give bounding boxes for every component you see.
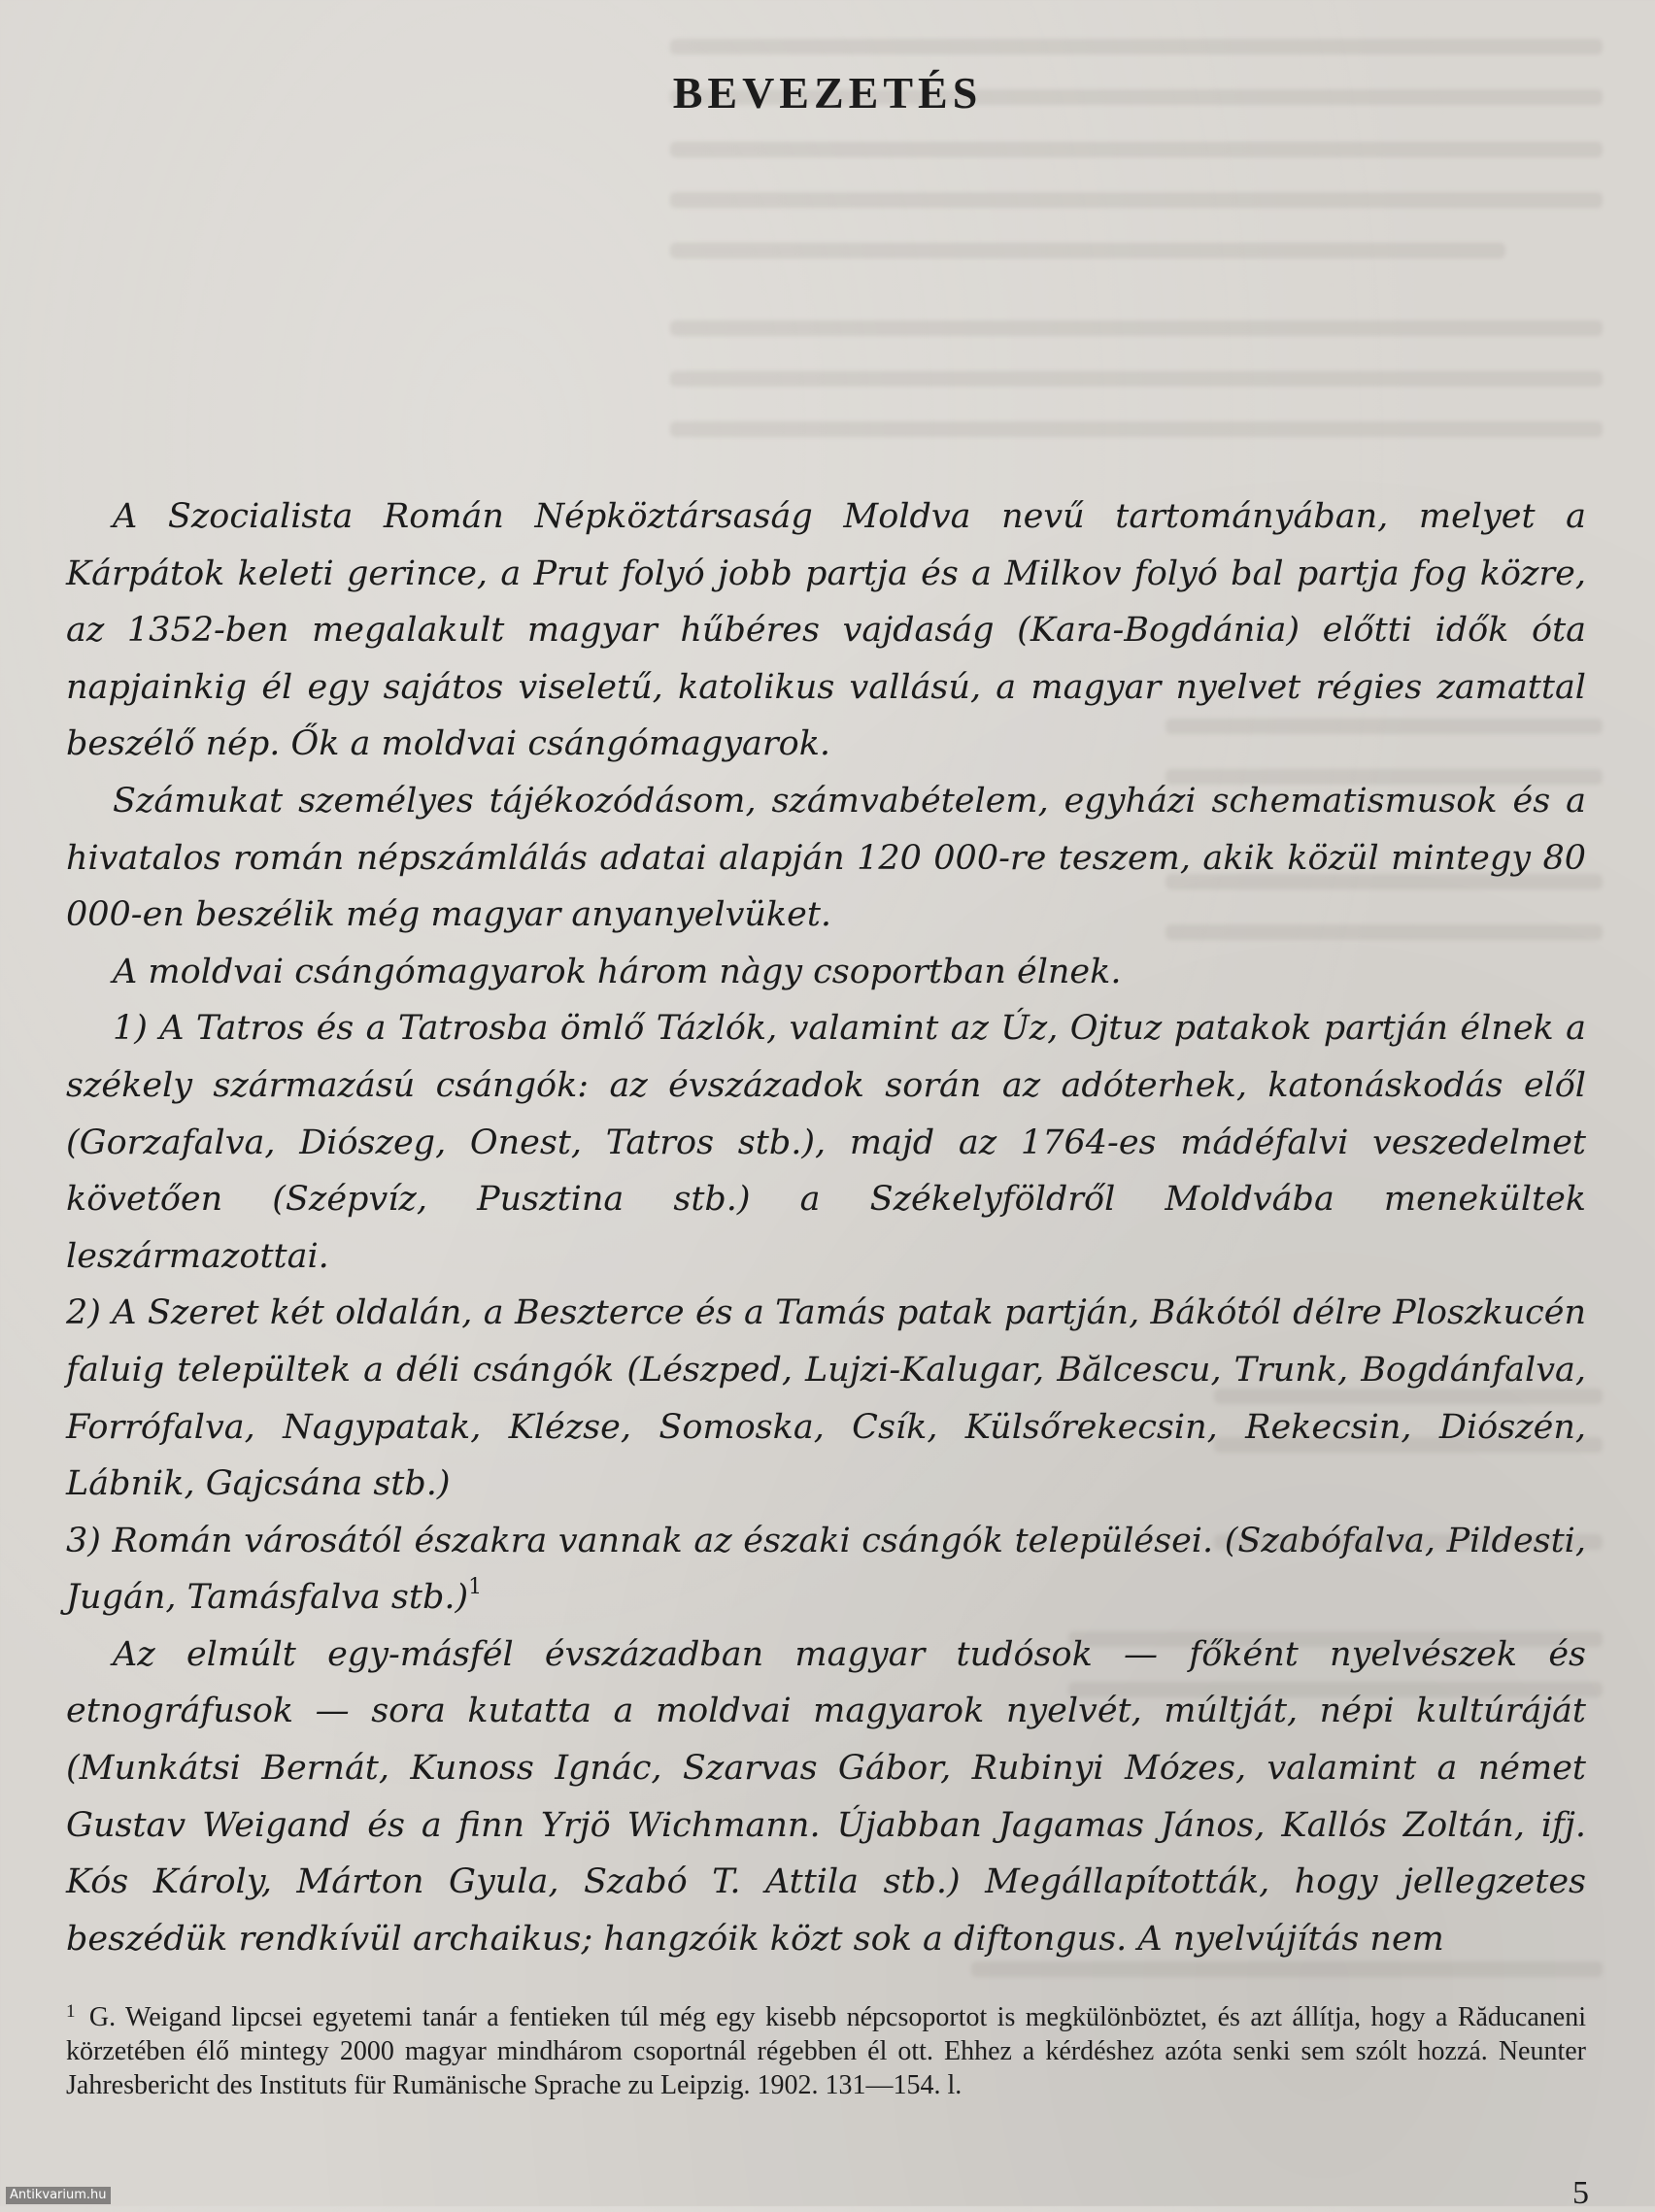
paragraph-group-2: 2) A Szeret két oldalán, a Beszterce és a Tamás patak partján, Bákótól délre Ploszkucén faluig települtek a déli csángók (Lészped, Lujzi-Kalugar, Bălcescu, Trunk, Bogdánfalva, Forrófalva, Nagypatak, Klézse, Somoska, Csík, Külsőrekecsin, Rekecsin, Diószén, Lábnik, Gajcsána stb.) <box>66 1293 1586 1504</box>
page-number: 5 <box>1572 2175 1589 2211</box>
footnote-mark: 1 <box>66 2001 76 2022</box>
footnote-text: G. Weigand lipcsei egyetemi tanár a fentieken túl még egy kisebb népcsoportot is megkülönböztet, és azt állítja, hogy a Răducaneni körzetében élő mintegy 2000 magyar mindhárom csoportnál régebben él ott. Ehhez a kérdéshez azóta senki sem szólt hozzá. Neunter Jahresbericht des Instituts für Rumänische Sprache zu Leipzig. 1902. 131—154. l. <box>66 2002 1586 2100</box>
footnote <box>66 2000 1586 2102</box>
paragraph-population: Számukat személyes tájékozódásom, számvabételem, egyházi schematismusok és a hivatalos román népszámlálás adatai alapján 120 000-re teszem, akik közül mintegy 80 000-en beszélik még magyar anyanyelvüket. <box>66 781 1586 935</box>
paragraph-group-1: 1) A Tatros és a Tatrosba ömlő Tázlók, valamint az Úz, Ojtuz patakok partján élnek a székely származású csángók: az évszázadok során az adóterhek, katonáskodás elől (Gorzafalva, Diószeg, Onest, Tatros stb.), majd az 1764-es mádéfalvi veszedelmet követően (Szépvíz, Pusztina stb.) a Székelyföldről Moldvába menekültek leszármazottai. <box>66 1009 1586 1276</box>
watermark-logo: Antikvarium.hu <box>6 2187 111 2204</box>
paragraph-intro: A Szocialista Román Népköztársaság Moldva nevű tartományában, melyet a Kárpátok keleti gerince, a Prut folyó jobb partja és a Milkov folyó bal partja fog közre, az 1352-ben megalakult magyar hűbéres vajdaság (Kara-Bogdánia) előtti idők óta napjainkig él egy sajátos viseletű, katolikus vallású, a magyar nyelvet régies zamattal beszélő nép. Ők a moldvai csángómagyarok. <box>66 497 1586 764</box>
page-title: BEVEZETÉS <box>672 67 983 117</box>
main-text <box>66 488 1586 1967</box>
group-3-text: 3) Román városától északra vannak az északi csángók települései. (Szabófalva, Pildesti, Jugán, Tamásfalva stb.) <box>66 1521 1586 1618</box>
footnote-reference: 1 <box>468 1575 483 1600</box>
paragraph-groups-intro: A moldvai csángómagyarok három nàgy csoportban élnek. <box>113 952 1122 991</box>
paragraph-research: Az elmúlt egy-másfél évszázadban magyar tudósok — főként nyelvészek és etnográfusok — sora kutatta a moldvai magyarok nyelvét, múltját, népi kultúráját (Munkátsi Bernát, Kunoss Ignác, Szarvas Gábor, Rubinyi Mózes, valamint a német Gustav Weigand és a finn Yrjö Wichmann. Újabban Jagamas János, Kallós Zoltán, ifj. Kós Károly, Márton Gyula, Szabó T. Attila stb.) Megállapították, hogy jellegzetes beszédük rendkívül archaikus; hangzóik közt sok a diftongus. A nyelvújítás nem <box>66 1634 1586 1959</box>
paragraph-group-3 <box>66 1513 1586 1626</box>
